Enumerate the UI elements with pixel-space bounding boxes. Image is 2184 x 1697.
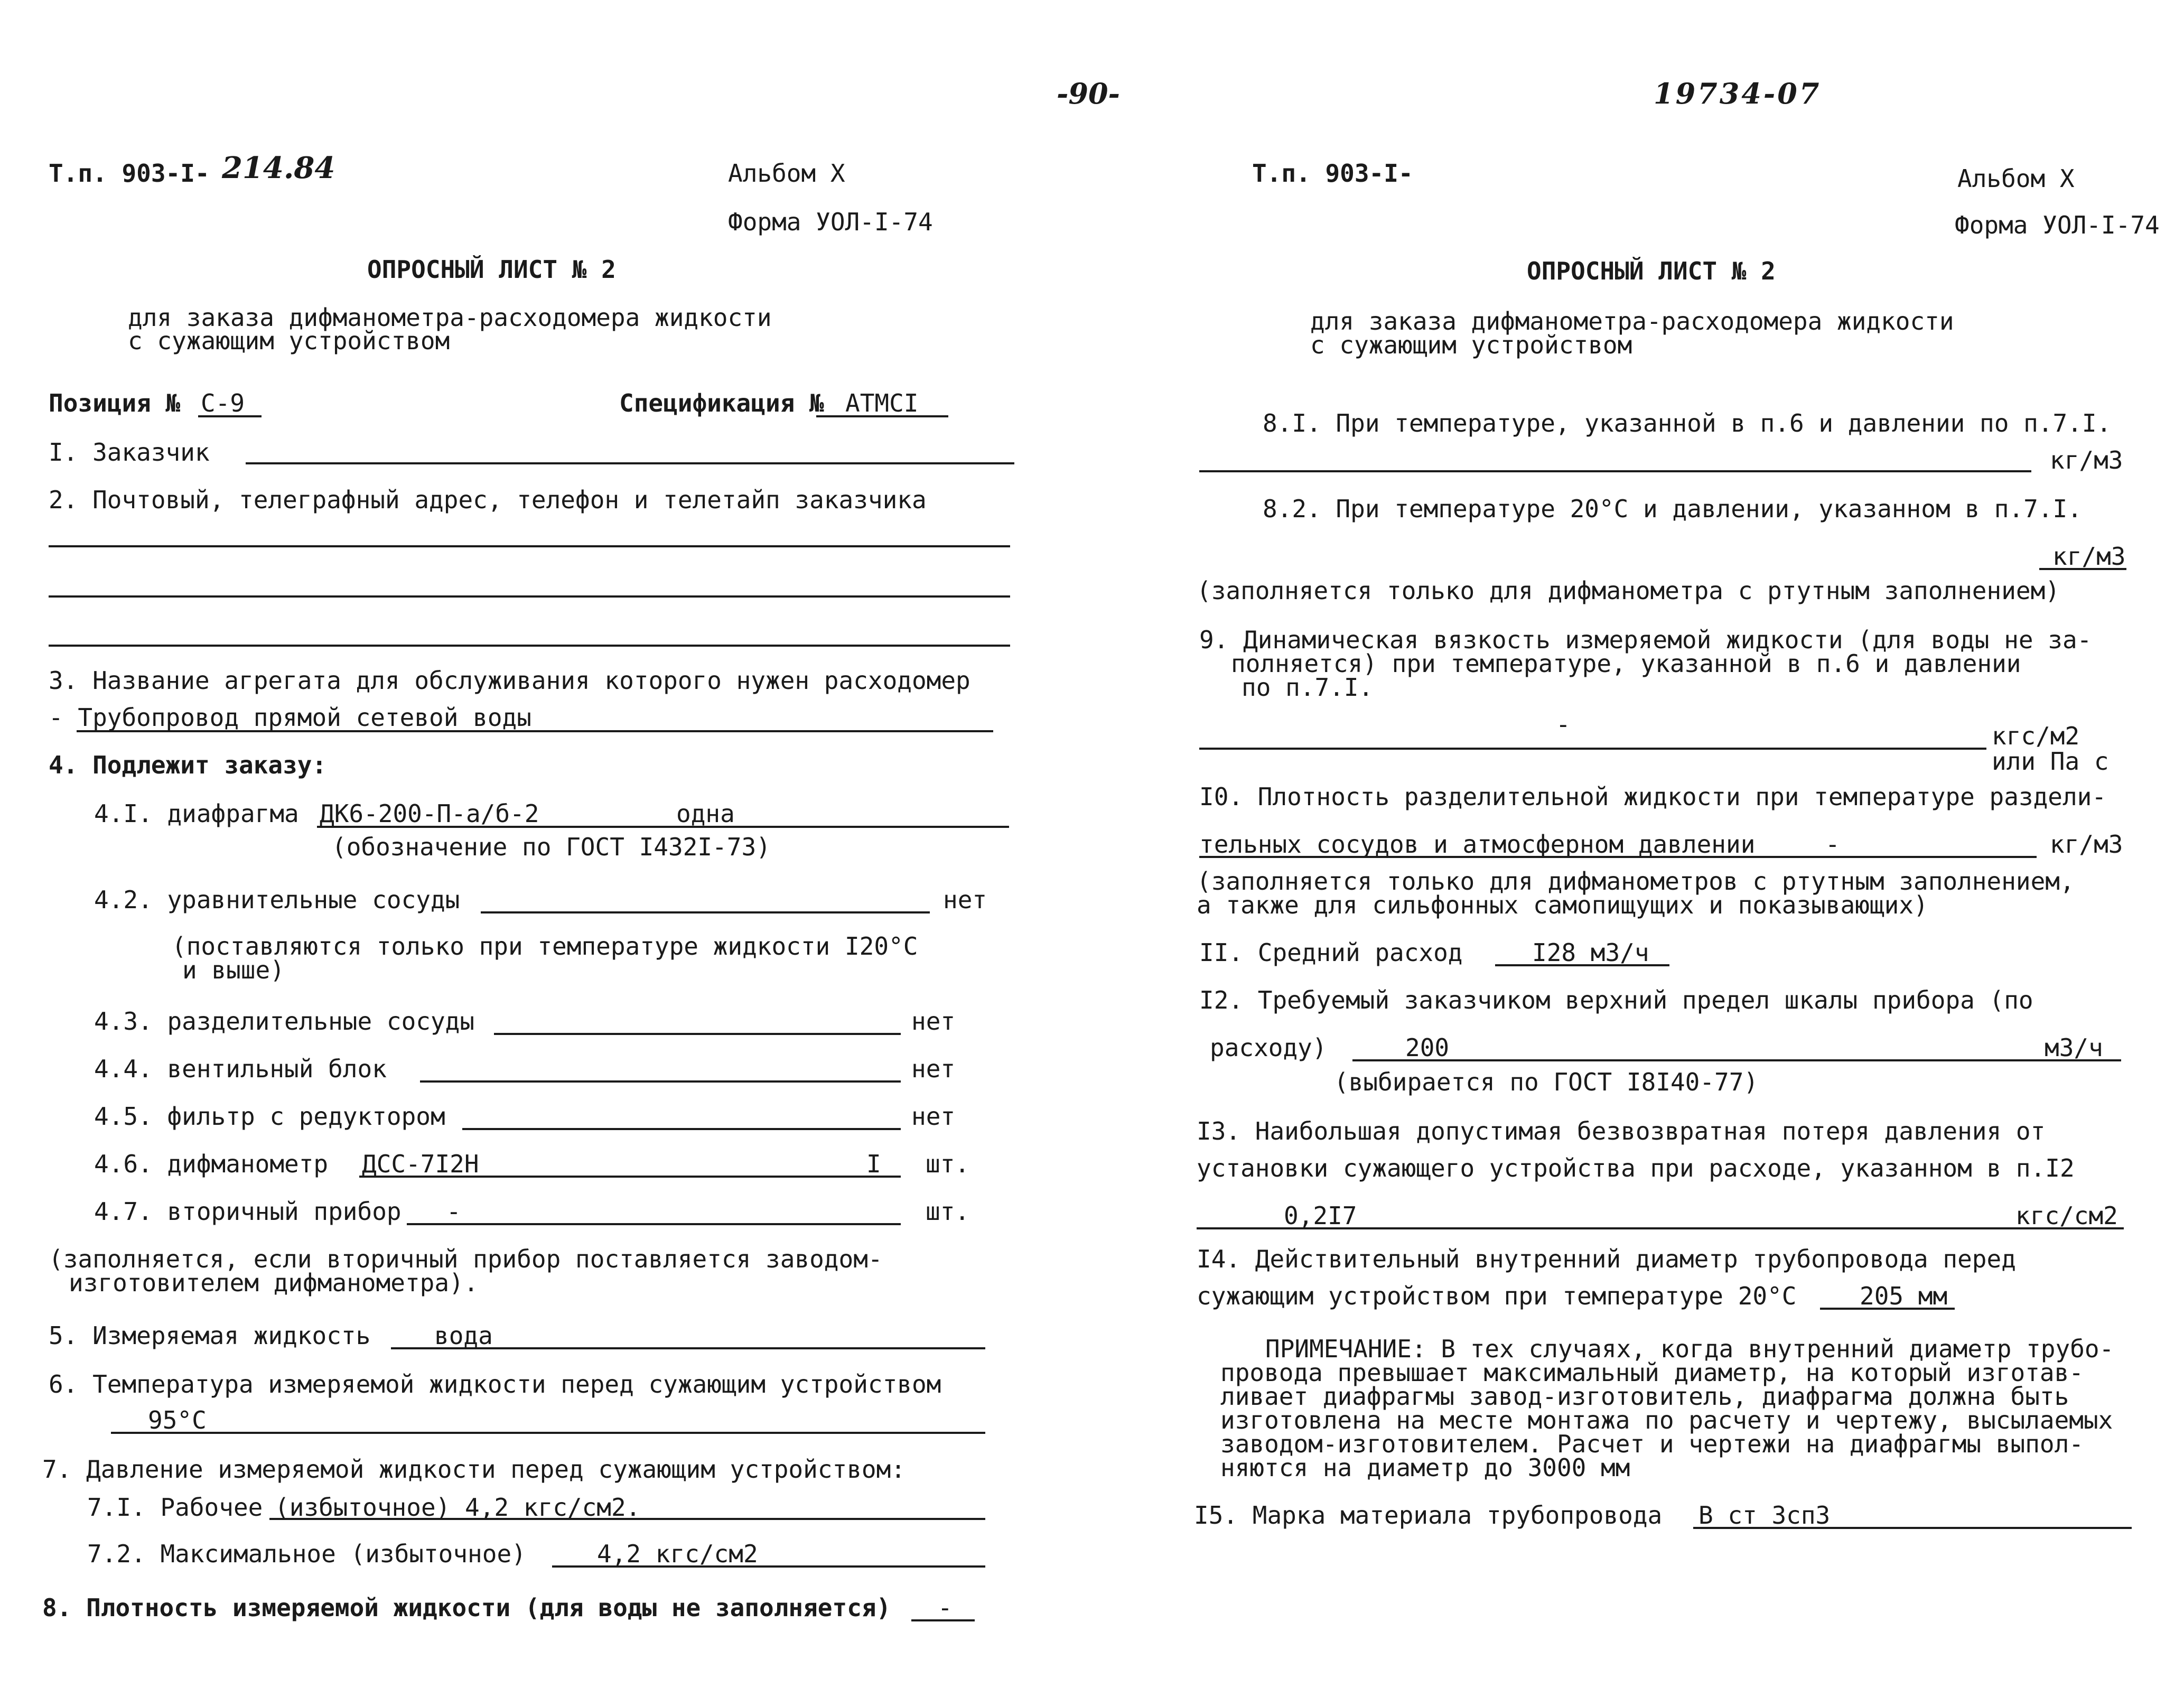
item-4-1-qty: одна xyxy=(676,799,735,828)
item-12-line xyxy=(1352,1059,2121,1061)
item-13-unit: кгс/см2 xyxy=(2015,1201,2118,1230)
item-4-1-line xyxy=(317,826,1009,828)
item-4-6-value: ДСС-7I2Н xyxy=(362,1150,479,1178)
item-6-value: 95°С xyxy=(148,1406,207,1434)
item-4-4-label: 4.4. вентильный блок xyxy=(94,1055,387,1083)
item-4-4-line xyxy=(420,1080,901,1083)
left-subtitle-1: для заказа дифманометра-расходомера жидкости xyxy=(128,303,772,332)
item-8-value: - xyxy=(938,1593,953,1622)
spec-underline xyxy=(816,415,948,417)
item-14-line-2: сужающим устройством при температуре 20°С xyxy=(1197,1282,1797,1310)
item-12-unit: м3/ч xyxy=(2045,1033,2103,1062)
item-12-line-1: I2. Требуемый заказчиком верхний предел шкалы прибора (по xyxy=(1199,986,2033,1014)
item-8-1-line xyxy=(1199,470,2031,472)
item-5-label: 5. Измеряемая жидкость xyxy=(49,1321,371,1350)
right-album: Альбом X xyxy=(1957,164,2075,193)
item-5-value: вода xyxy=(434,1321,493,1350)
position-value: С-9 xyxy=(201,389,245,417)
item-12-line-2: расходу) xyxy=(1210,1033,1327,1062)
item-9-unit-2: или Па с xyxy=(1992,747,2109,776)
item-9-line-1: 9. Динамическая вязкость измеряемой жидкости (для воды не за- xyxy=(1199,626,2092,654)
item-15-label: I5. Марка материала трубопровода xyxy=(1194,1501,1663,1530)
item-7-2-line xyxy=(552,1565,985,1568)
right-tp-label: Т.п. 903-I- xyxy=(1252,159,1413,188)
item-9-line-3: по п.7.I. xyxy=(1242,673,1374,702)
note-line-1: ПРИМЕЧАНИЕ: В тех случаях, когда внутренний диаметр трубо- xyxy=(1265,1335,2114,1363)
item-13-value: 0,2I7 xyxy=(1284,1201,1357,1230)
item-7-1-label: 7.I. Рабочее xyxy=(87,1493,263,1522)
item-4-4-value: нет xyxy=(911,1055,956,1083)
left-tp-label: Т.п. 903-I- xyxy=(49,159,210,188)
item-4-2-note-2: и выше) xyxy=(182,956,285,984)
left-subtitle-2: с сужающим устройством xyxy=(128,327,450,355)
item-1-customer: I. Заказчик xyxy=(49,438,210,467)
item-10-unit: кг/м3 xyxy=(2050,830,2123,859)
item-7-2-label: 7.2. Максимальное (избыточное) xyxy=(87,1540,526,1568)
item-10-value: - xyxy=(1825,830,1840,859)
item-7-label: 7. Давление измеряемой жидкости перед сужающим устройством: xyxy=(42,1455,906,1484)
document-number: 19734-07 xyxy=(1654,77,1822,110)
item-2-line-3 xyxy=(49,645,1010,647)
item-9-value: - xyxy=(1556,710,1571,739)
item-4-5-line xyxy=(462,1128,901,1130)
item-3-line xyxy=(77,730,993,732)
right-subtitle-1: для заказа дифманометра-расходомера жидкости xyxy=(1310,307,1954,335)
item-8-1-label: 8.I. При температуре, указанной в п.6 и давлении по п.7.I. xyxy=(1263,409,2112,437)
item-8-1-unit: кг/м3 xyxy=(2050,446,2123,474)
item-13-line-2: установки сужающего устройства при расходе, указанном в п.I2 xyxy=(1197,1154,2075,1182)
spec-value: АТМСI xyxy=(845,389,919,417)
right-subtitle-2: с сужающим устройством xyxy=(1310,331,1632,359)
left-album: Альбом X xyxy=(728,159,845,188)
note-line-4: изготовлена на месте монтажа по расчету и чертежу, высылаемых xyxy=(1220,1406,2113,1434)
item-4-1-value: ДК6-200-П-а/б-2 xyxy=(320,799,539,828)
item-10-line-2: тельных сосудов и атмосферном давлении xyxy=(1199,830,1756,859)
item-10-note-2: а также для сильфонных самопищущих и показывающих) xyxy=(1197,891,1928,919)
item-4-heading: 4. Подлежит заказу: xyxy=(49,751,327,779)
item-2-address: 2. Почтовый, телеграфный адрес, телефон и телетайп заказчика xyxy=(49,486,927,514)
item-5-line xyxy=(391,1347,985,1349)
right-title: ОПРОСНЫЙ ЛИСТ № 2 xyxy=(1527,257,1776,285)
item-4-2-label: 4.2. уравнительные сосуды xyxy=(94,885,460,914)
item-4-1-note: (обозначение по ГОСТ I432I-73) xyxy=(332,833,771,861)
item-15-line xyxy=(1693,1527,2132,1529)
item-14-value: 205 мм xyxy=(1860,1282,1948,1310)
item-4-3-line xyxy=(494,1033,901,1035)
item-4-5-value: нет xyxy=(911,1102,956,1131)
left-form-code: Форма УОЛ-I-74 xyxy=(728,208,933,236)
note-line-5: заводом-изготовителем. Расчет и чертежи на диафрагмы выпол- xyxy=(1220,1430,2084,1458)
item-4-3-value: нет xyxy=(911,1007,956,1036)
left-tp-handwritten: 214.84 xyxy=(222,151,335,185)
item-11-value: I28 м3/ч xyxy=(1532,938,1649,967)
item-4-6-qty: I xyxy=(866,1150,881,1178)
item-3-value: - Трубопровод прямой сетевой воды xyxy=(49,703,531,732)
item-4-7-value: - xyxy=(446,1197,461,1226)
item-10-line-1: I0. Плотность разделительной жидкости при температуре раздели- xyxy=(1199,782,2107,811)
right-form-code: Форма УОЛ-I-74 xyxy=(1955,211,2160,239)
item-13-line-1: I3. Наибольшая допустимая безвозвратная потеря давления от xyxy=(1197,1117,2046,1145)
item-14-line-1: I4. Действительный внутренний диаметр трубопровода перед xyxy=(1197,1245,2016,1273)
position-underline xyxy=(198,415,262,417)
item-4-7-label: 4.7. вторичный прибор xyxy=(94,1197,402,1226)
note-line-2: провода превышает максимальный диаметр, на который изготав- xyxy=(1220,1358,2084,1387)
item-4-7-line xyxy=(407,1223,901,1225)
item-2-line-1 xyxy=(49,545,1010,547)
item-12-value: 200 xyxy=(1405,1033,1450,1062)
item-10-note-1: (заполняется только для дифманометров с ртутным заполнением, xyxy=(1197,867,2075,896)
left-title: ОПРОСНЫЙ ЛИСТ № 2 xyxy=(367,255,616,284)
item-7-1-value: (избыточное) 4,2 кгс/см2. xyxy=(275,1493,641,1522)
item-11-label: II. Средний расход xyxy=(1199,938,1463,967)
item-15-value: В ст 3сп3 xyxy=(1698,1501,1831,1530)
item-14-line xyxy=(1820,1308,1955,1310)
item-4-6-label: 4.6. дифманометр xyxy=(94,1150,329,1178)
item-4-3-label: 4.3. разделительные сосуды xyxy=(94,1007,475,1036)
item-7-2-value: 4,2 кгс/см2 xyxy=(597,1540,758,1568)
item-11-line xyxy=(1495,964,1669,966)
item-8-2-label: 8.2. При температуре 20°С и давлении, указанном в п.7.I. xyxy=(1263,495,2082,523)
item-3-unit: 3. Название агрегата для обслуживания которого нужен расходомер xyxy=(49,666,970,695)
item-9-line xyxy=(1199,748,1986,750)
item-7-1-line xyxy=(269,1518,985,1520)
note-line-6: няются на диаметр до 3000 мм xyxy=(1220,1453,1630,1482)
item-13-line xyxy=(1197,1227,2124,1229)
item-8-2-unit: кг/м3 xyxy=(2052,542,2126,571)
item-8-line xyxy=(911,1619,975,1621)
item-4-1-label: 4.I. диафрагма xyxy=(94,799,299,828)
item-6-label: 6. Температура измеряемой жидкости перед сужающим устройством xyxy=(49,1370,941,1398)
item-1-line xyxy=(246,462,1014,464)
page-number: -90- xyxy=(1057,77,1120,110)
position-label: Позиция № xyxy=(49,389,181,417)
item-2-line-2 xyxy=(49,595,1010,598)
item-4-7-unit: шт. xyxy=(926,1197,970,1226)
item-4-2-value: нет xyxy=(943,885,987,914)
item-8-label: 8. Плотность измеряемой жидкости (для воды не заполняется) xyxy=(42,1593,891,1622)
item-9-unit-1: кгс/м2 xyxy=(1992,722,2080,750)
item-4-6-line xyxy=(359,1176,901,1178)
item-12-note: (выбирается по ГОСТ I8I40-77) xyxy=(1334,1068,1759,1096)
item-4-5-label: 4.5. фильтр с редуктором xyxy=(94,1102,445,1131)
item-10-line xyxy=(1199,856,2037,858)
item-8-2-note: (заполняется только для дифманометра с ртутным заполнением) xyxy=(1197,576,2060,605)
item-4-6-unit: шт. xyxy=(926,1150,970,1178)
item-4-7-note-1: (заполняется, если вторичный прибор поставляется заводом- xyxy=(49,1245,883,1273)
spec-label: Спецификация № xyxy=(619,389,824,417)
item-6-line xyxy=(111,1432,985,1434)
item-4-7-note-2: изготовителем дифманометра). xyxy=(69,1269,479,1297)
note-line-3: ливает диафрагмы завод-изготовитель, диафрагма должна быть xyxy=(1220,1382,2069,1411)
item-9-line-2: полняется) при температуре, указанной в п.6 и давлении xyxy=(1231,649,2021,678)
item-4-2-line xyxy=(481,911,930,913)
item-4-2-note-1: (поставляются только при температуре жидкости I20°С xyxy=(172,932,918,961)
item-8-2-line xyxy=(2039,568,2126,570)
